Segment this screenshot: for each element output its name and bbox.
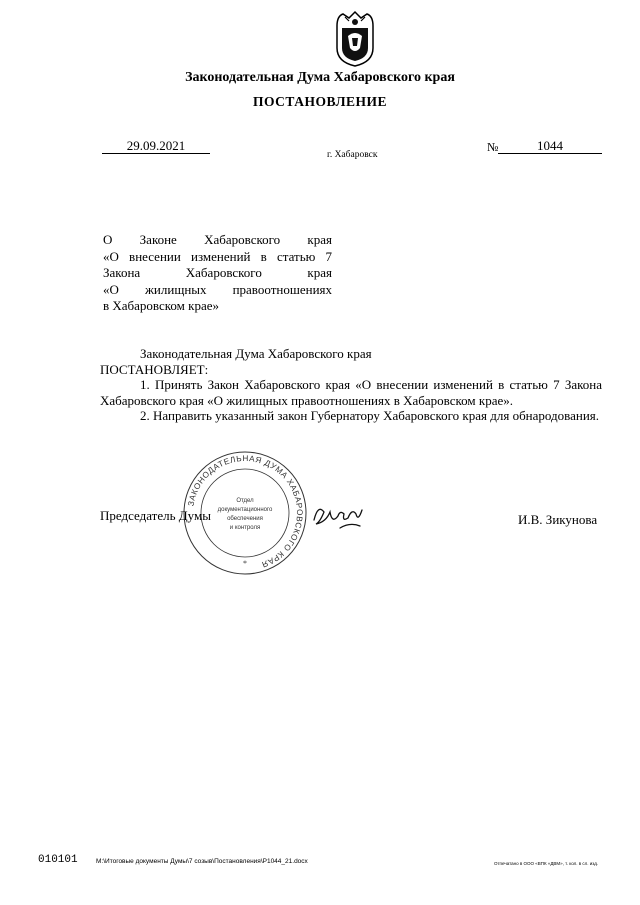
subject-line: О Законе Хабаровского края xyxy=(103,232,332,247)
subject-line: Закона Хабаровского края xyxy=(103,265,332,280)
footer-file-path: M:\Итоговые документы Думы\7 созыв\Постановления\P1044_21.docx xyxy=(96,858,308,865)
resolution-item-2: 2. Направить указанный закон Губернатору Хабаровского края для обнародования. xyxy=(140,408,600,423)
signatory-title: Председатель Думы xyxy=(100,508,211,523)
document-subject xyxy=(103,232,332,315)
signatory-name: И.В. Зикунова xyxy=(518,512,598,527)
number-label: № xyxy=(487,140,499,154)
subject-line: «О жилищных правоотношениях xyxy=(103,281,332,297)
subject-line: в Хабаровском крае» xyxy=(103,298,220,313)
organization-title: Законодательная Дума Хабаровского края xyxy=(185,70,455,85)
document-city: г. Хабаровск xyxy=(327,150,378,160)
document-body xyxy=(100,346,602,424)
resolution-item-1: 1. Принять Закон Хабаровского края «О внесении изменений в статью 7 Закона Хабаровского края «О жилищных правоотношениях в Хабаровском крае». xyxy=(100,377,602,408)
stamp-inner-line: Отдел xyxy=(236,498,254,504)
document-number: 1044 xyxy=(498,138,602,154)
resolves-heading: ПОСТАНОВЛЯЕТ: xyxy=(100,361,209,377)
preamble: Законодательная Дума Хабаровского края xyxy=(140,346,372,361)
footer-print-note: Отпечатано в ООО «ВПК «ДВМ», т. кол. в сл. изд. xyxy=(494,861,599,866)
handwritten-signature xyxy=(310,498,366,534)
document-date: 29.09.2021 xyxy=(102,138,210,154)
footer-code: 010101 xyxy=(38,854,78,866)
document-type: ПОСТАНОВЛЕНИЕ xyxy=(252,94,388,109)
svg-text:*: * xyxy=(243,559,247,568)
coat-of-arms-emblem xyxy=(331,8,379,68)
stamp-inner-line: документационного xyxy=(217,507,273,513)
stamp-inner-line: обеспечения xyxy=(227,516,263,522)
stamp-inner-line: и контроля xyxy=(229,525,261,531)
stamp-outer-text: ЗАКОНОДАТЕЛЬНАЯ ДУМА ХАБАРОВСКОГО КРАЯ xyxy=(186,453,305,570)
subject-line: «О внесении изменений в статью 7 xyxy=(103,248,332,264)
